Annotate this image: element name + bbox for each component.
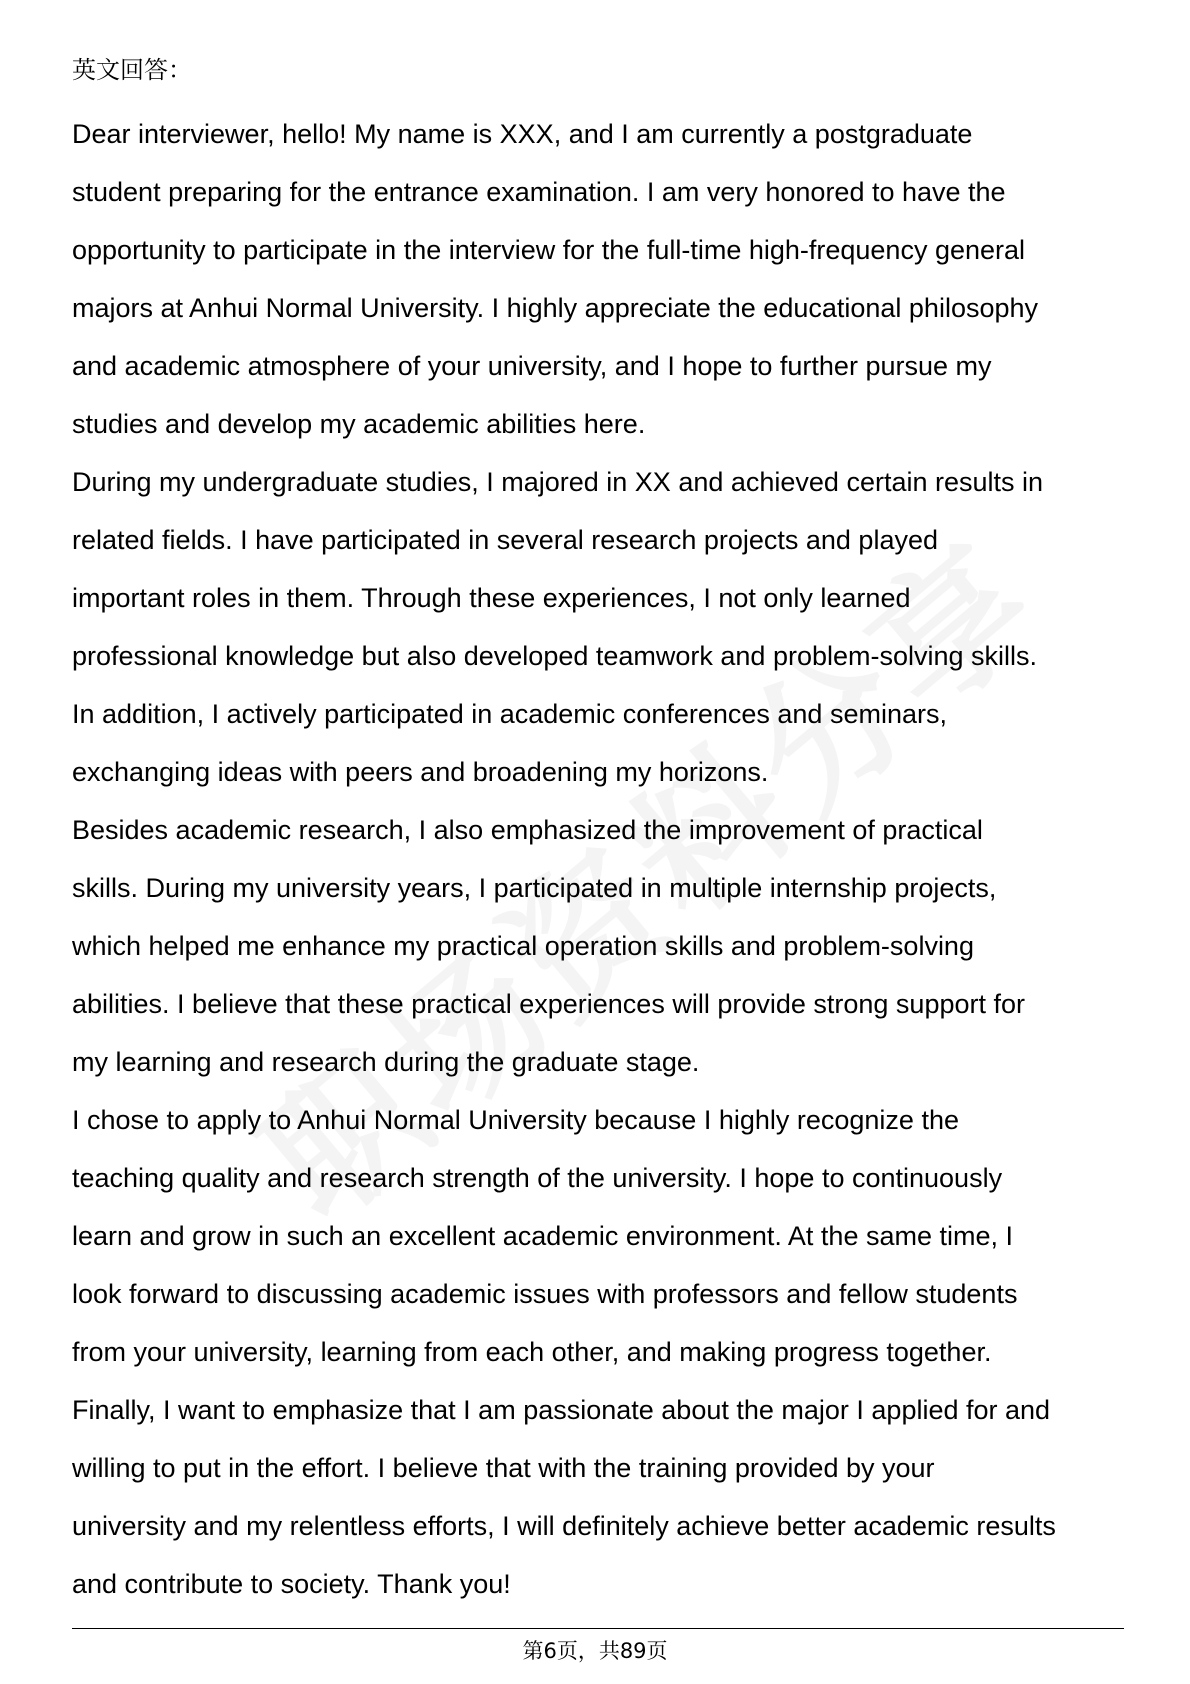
text-line: professional knowledge but also developed teamwork and problem-solving skills.: [72, 641, 1038, 671]
text-line: During my undergraduate studies, I majored in XX and achieved certain results in: [72, 467, 1044, 497]
text-line: I chose to apply to Anhui Normal University because I highly recognize the: [72, 1105, 959, 1135]
paragraph-5: [72, 1381, 1132, 1613]
text-line: student preparing for the entrance examination. I am very honored to have the: [72, 177, 1006, 207]
text-line: exchanging ideas with peers and broadening my horizons.: [72, 757, 769, 787]
paragraph-2: [72, 453, 1132, 801]
text-line: my learning and research during the graduate stage.: [72, 1047, 700, 1077]
text-line: and contribute to society. Thank you!: [72, 1569, 511, 1599]
text-line: related fields. I have participated in several research projects and played: [72, 525, 938, 555]
footer-divider: [72, 1628, 1124, 1629]
text-line: Finally, I want to emphasize that I am passionate about the major I applied for and: [72, 1395, 1051, 1425]
text-line: opportunity to participate in the interview for the full-time high-frequency general: [72, 235, 1026, 265]
text-line: look forward to discussing academic issues with professors and fellow students: [72, 1279, 1018, 1309]
page-number: 第6页，共89页: [522, 1639, 668, 1663]
text-line: skills. During my university years, I participated in multiple internship projects,: [72, 873, 997, 903]
text-line: Besides academic research, I also emphasized the improvement of practical: [72, 815, 983, 845]
paragraph-1: [72, 105, 1132, 453]
text-line: learn and grow in such an excellent academic environment. At the same time, I: [72, 1221, 1013, 1251]
text-line: majors at Anhui Normal University. I highly appreciate the educational philosophy: [72, 293, 1039, 323]
paragraph-4: [72, 1091, 1132, 1381]
paragraph-3: [72, 801, 1132, 1091]
text-line: Dear interviewer, hello! My name is XXX, and I am currently a postgraduate: [72, 119, 973, 149]
text-line: which helped me enhance my practical operation skills and problem-solving: [72, 931, 974, 961]
answer-body: [72, 105, 1132, 1613]
section-heading: 英文回答：: [72, 56, 192, 84]
text-line: In addition, I actively participated in academic conferences and seminars,: [72, 699, 947, 729]
text-line: abilities. I believe that these practical experiences will provide strong support for: [72, 989, 1025, 1019]
text-line: teaching quality and research strength of the university. I hope to continuously: [72, 1163, 1003, 1193]
text-line: studies and develop my academic abilities here.: [72, 409, 646, 439]
text-line: important roles in them. Through these experiences, I not only learned: [72, 583, 911, 613]
text-line: from your university, learning from each other, and making progress together.: [72, 1337, 992, 1367]
text-line: university and my relentless efforts, I will definitely achieve better academic results: [72, 1511, 1056, 1541]
text-line: willing to put in the effort. I believe that with the training provided by your: [72, 1453, 935, 1483]
text-line: and academic atmosphere of your university, and I hope to further pursue my: [72, 351, 992, 381]
